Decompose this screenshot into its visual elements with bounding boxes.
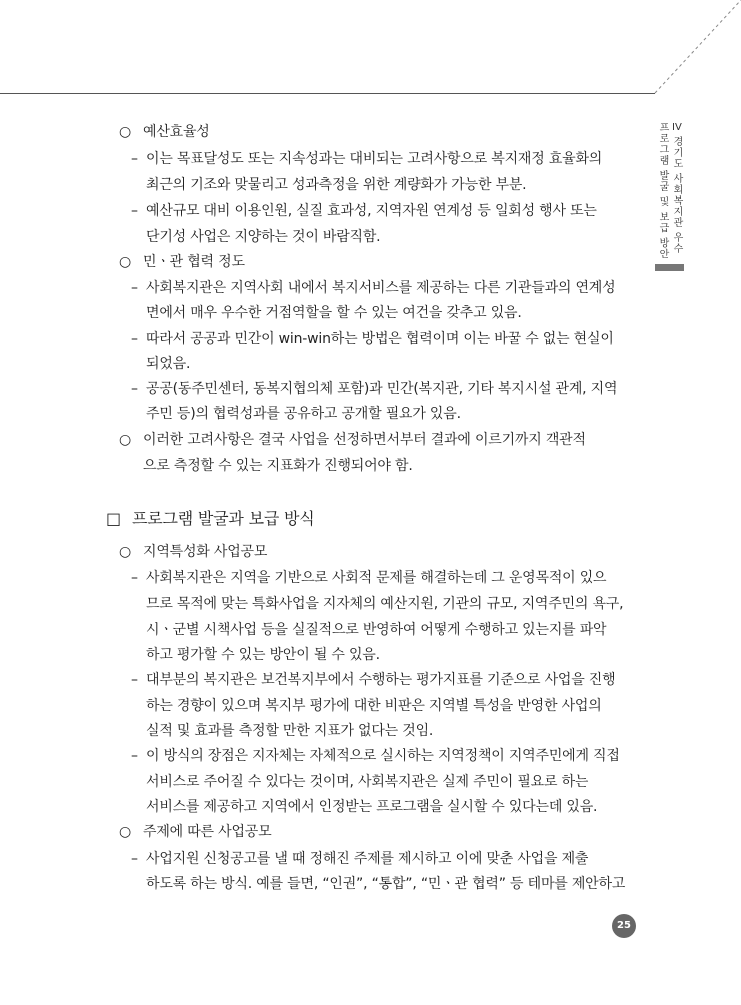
dash-bullet: – — [131, 381, 138, 397]
item-heading: 이러한 고려사항은 결국 사업을 선정하면서부터 결과에 이르기까지 객관적 — [143, 432, 586, 448]
circle-bullet: ○ — [119, 124, 132, 140]
side-tab-roman: IV — [672, 122, 682, 133]
side-tab-bar — [655, 264, 684, 271]
side-tab-text-col2: 경기도 사회복지관 우수 — [671, 136, 682, 255]
circle-bullet: ○ — [119, 824, 132, 840]
body-line: 최근의 기조와 맞물리고 성과측정을 위한 계량화가 가능한 부분. — [146, 177, 527, 193]
item-heading: 지역특성화 사업공모 — [143, 544, 268, 560]
body-line: 면에서 매우 우수한 거점역할을 할 수 있는 여건을 갖추고 있음. — [146, 305, 522, 321]
item-heading: 예산효율성 — [143, 124, 210, 140]
section-heading: 프로그램 발굴과 보급 방식 — [132, 509, 315, 528]
dash-bullet: – — [131, 331, 138, 347]
body-line: 서비스로 주어질 수 있다는 것이며, 사회복지관은 실제 주민이 필요로 하는 — [146, 774, 589, 790]
circle-bullet: ○ — [119, 254, 132, 270]
body-line: 공공(동주민센터, 동복지협의체 포함)과 민간(복지관, 기타 복지시설 관계, 지역 — [146, 381, 618, 397]
dash-bullet: – — [131, 851, 138, 867]
item-heading: 민ㆍ관 협력 정도 — [143, 254, 245, 270]
body-line: 이는 목표달성도 또는 지속성과는 대비되는 고려사항으로 복지재정 효율화의 — [146, 151, 603, 167]
body-line: 따라서 공공과 민간이 win-win하는 방법은 협력이며 이는 바꿀 수 없는 현실이 — [146, 331, 614, 347]
dash-bullet: – — [131, 280, 138, 296]
body-line: 하고 평가할 수 있는 방안이 될 수 있음. — [146, 647, 380, 663]
dash-bullet: – — [131, 203, 138, 219]
body-line: 사회복지관은 지역을 기반으로 사회적 문제를 해결하는데 그 운영목적이 있으 — [146, 570, 607, 586]
body-line: 대부분의 복지관은 보건복지부에서 수행하는 평가지표를 기준으로 사업을 진행 — [146, 672, 616, 688]
body-line: 시ㆍ군별 시책사업 등을 실질적으로 반영하여 어떻게 수행하고 있는지를 파악 — [146, 622, 607, 638]
body-line: 이 방식의 장점은 지자체는 자체적으로 실시하는 지역정책이 지역주민에게 직접 — [146, 748, 620, 764]
body-line: 하는 경향이 있으며 복지부 평가에 대한 비판은 지역별 특성을 반영한 사업의 — [146, 698, 602, 714]
dash-bullet: – — [131, 151, 138, 167]
side-tab-text-col1: 프로그램 발굴 및 보급 방안 — [657, 122, 668, 260]
body-line: 되었음. — [146, 356, 191, 372]
circle-bullet: ○ — [119, 544, 132, 560]
body-line: 예산규모 대비 이용인원, 실질 효과성, 지역자원 연계성 등 일회성 행사 또는 — [146, 203, 597, 219]
body-line: 사업지원 신청공고를 낼 때 정해진 주제를 제시하고 이에 맞춘 사업을 제출 — [146, 851, 589, 867]
body-line: 으로 측정할 수 있는 지표화가 진행되어야 함. — [143, 458, 413, 474]
header-rule — [0, 93, 655, 94]
dash-bullet: – — [131, 748, 138, 764]
body-line: 실적 및 효과를 측정할 만한 지표가 없다는 것임. — [146, 723, 434, 739]
body-line: 단기성 사업은 지양하는 것이 바람직함. — [146, 229, 381, 245]
corner-decoration — [0, 0, 741, 100]
body-line: 하도록 하는 방식. 예를 들면, “인권”, “통합”, “민ㆍ관 협력” 등 테마를 제안하고 — [146, 876, 626, 892]
body-line: 주민 등)의 협력성과를 공유하고 공개할 필요가 있음. — [146, 406, 461, 422]
body-line: 므로 목적에 맞는 특화사업을 지자체의 예산지원, 기관의 규모, 지역주민의 욕구, — [146, 596, 624, 612]
square-bullet: □ — [106, 509, 122, 528]
circle-bullet: ○ — [119, 432, 132, 448]
body-line: 사회복지관은 지역사회 내에서 복지서비스를 제공하는 다른 기관들과의 연계성 — [146, 280, 616, 296]
item-heading: 주제에 따른 사업공모 — [143, 824, 272, 840]
body-line: 서비스를 제공하고 지역에서 인정받는 프로그램을 실시할 수 있다는데 있음. — [146, 799, 598, 815]
page-number-badge: 25 — [612, 914, 636, 938]
dash-bullet: – — [131, 570, 138, 586]
dash-bullet: – — [131, 672, 138, 688]
